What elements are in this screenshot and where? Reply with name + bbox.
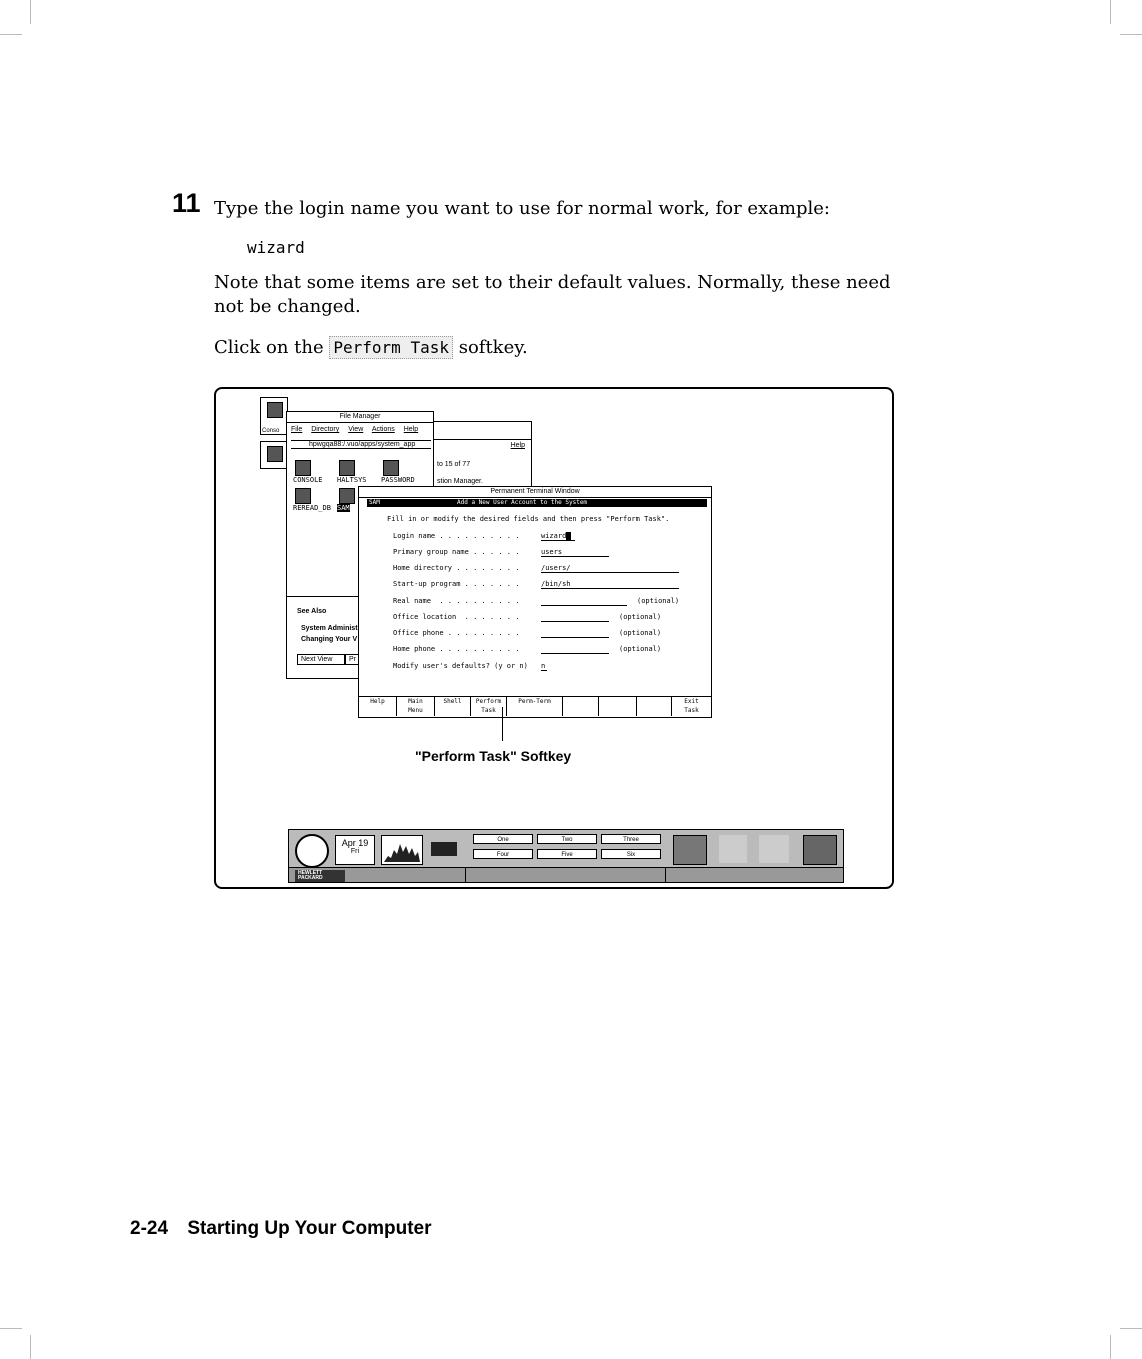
mail-icon[interactable] bbox=[431, 842, 457, 856]
crop-mark bbox=[30, 1335, 31, 1359]
see-also-link[interactable]: Changing Your V bbox=[301, 636, 358, 643]
crop-mark bbox=[1120, 34, 1142, 35]
optional-note: (optional) bbox=[619, 645, 662, 653]
haltsys-app-icon[interactable] bbox=[339, 460, 355, 476]
calendar-date: Apr 19 bbox=[341, 838, 369, 848]
network-icon[interactable] bbox=[759, 835, 789, 863]
help-menu[interactable]: Help bbox=[510, 442, 525, 449]
workspace-six[interactable]: Six bbox=[601, 849, 661, 859]
field-label: Home phone . . . . . . . . . . bbox=[393, 645, 520, 653]
example-login: wizard bbox=[247, 238, 305, 257]
softkey-main-menu[interactable]: Main Menu bbox=[397, 697, 435, 716]
optional-note: (optional) bbox=[619, 613, 662, 621]
step-instruction: Type the login name you want to use for normal work, for example: bbox=[214, 198, 830, 219]
softkey-blank[interactable] bbox=[563, 697, 599, 716]
office-phone-field[interactable] bbox=[541, 629, 609, 638]
softkey-perm-term[interactable]: Perm-Term bbox=[507, 697, 563, 716]
chapter-title: Starting Up Your Computer bbox=[187, 1218, 432, 1239]
home-directory-field[interactable]: /users/ bbox=[541, 564, 679, 573]
field-label: Primary group name . . . . . . bbox=[393, 548, 520, 556]
softkey-help[interactable]: Help bbox=[359, 697, 397, 716]
page-footer bbox=[130, 1218, 432, 1240]
menu-help[interactable]: Help bbox=[403, 426, 419, 433]
tool-icon bbox=[267, 446, 283, 462]
workspace-three[interactable]: Three bbox=[601, 834, 661, 844]
field-label: Login name . . . . . . . . . . bbox=[393, 532, 520, 540]
menu-file[interactable]: File bbox=[291, 426, 303, 433]
app-label: REREAD_DB bbox=[293, 504, 331, 512]
softkey-bar bbox=[359, 696, 711, 716]
help-text: stion Manager. bbox=[437, 478, 483, 485]
file-manager-titlebar: File Manager bbox=[287, 412, 433, 423]
sam-header-bar bbox=[367, 499, 707, 507]
app-label: CONSOLE bbox=[293, 476, 323, 484]
field-label: Modify user's defaults? (y or n) bbox=[393, 662, 528, 670]
password-app-icon[interactable] bbox=[383, 460, 399, 476]
console-icon bbox=[267, 402, 283, 418]
tool-icon-frame[interactable] bbox=[260, 441, 288, 469]
home-phone-field[interactable] bbox=[541, 645, 609, 654]
crop-mark bbox=[0, 34, 22, 35]
console-icon-frame[interactable] bbox=[260, 397, 288, 435]
optional-note: (optional) bbox=[619, 629, 662, 637]
field-label: Office phone . . . . . . . . . bbox=[393, 629, 520, 637]
app-label-selected: SAM bbox=[337, 504, 350, 512]
console-app-icon[interactable] bbox=[295, 460, 311, 476]
login-name-field[interactable]: wizard bbox=[541, 532, 575, 541]
help-button-partial[interactable]: Pr bbox=[345, 654, 360, 665]
terminal-titlebar: Permanent Terminal Window bbox=[359, 487, 711, 498]
hp-logo: HEWLETT PACKARD bbox=[295, 870, 345, 882]
console-icon-label: Conso bbox=[262, 428, 280, 434]
screenshot-figure bbox=[214, 387, 894, 889]
real-name-field[interactable] bbox=[541, 597, 627, 606]
softkey-exit-task[interactable]: Exit Task bbox=[671, 697, 711, 716]
callout-label: "Perform Task" Softkey bbox=[415, 748, 572, 764]
see-also-heading: See Also bbox=[297, 608, 327, 615]
workspace-one[interactable]: One bbox=[473, 834, 533, 844]
field-label: Home directory . . . . . . . . bbox=[393, 564, 520, 572]
crop-mark bbox=[30, 0, 31, 24]
calendar-weekday: Fri bbox=[350, 848, 360, 855]
reread-db-app-icon[interactable] bbox=[295, 488, 311, 504]
printer-icon[interactable] bbox=[673, 835, 707, 865]
menu-view[interactable]: View bbox=[348, 426, 364, 433]
panel-status-bar bbox=[289, 867, 843, 882]
sam-header: Add a New User Account to the System bbox=[457, 499, 588, 506]
path-bar: hpwgqa88:/.vuo/apps/system_app bbox=[291, 440, 431, 449]
office-location-field[interactable] bbox=[541, 613, 609, 622]
trash-icon[interactable] bbox=[803, 835, 837, 865]
callout-line bbox=[502, 707, 503, 741]
workspace-four[interactable]: Four bbox=[473, 849, 533, 859]
next-view-button[interactable]: Next View bbox=[297, 654, 345, 665]
field-label: Office location . . . . . . . bbox=[393, 613, 520, 621]
help-titlebar bbox=[431, 430, 531, 440]
app-label: PASSWORD bbox=[381, 476, 415, 484]
sam-tag: SAM bbox=[369, 499, 380, 506]
startup-program-field[interactable]: /bin/sh bbox=[541, 580, 679, 589]
modify-defaults-field[interactable]: n bbox=[541, 662, 546, 670]
click-suffix: softkey. bbox=[458, 337, 528, 358]
sam-app-icon[interactable] bbox=[339, 488, 355, 504]
menu-actions[interactable]: Actions bbox=[371, 426, 395, 433]
step-number: 11 bbox=[172, 188, 201, 218]
app-label: HALTSYS bbox=[337, 476, 367, 484]
crop-mark bbox=[0, 1328, 22, 1329]
crop-mark bbox=[1110, 0, 1111, 24]
workspace-five[interactable]: Five bbox=[537, 849, 597, 859]
workspace-two[interactable]: Two bbox=[537, 834, 597, 844]
crop-mark bbox=[1120, 1328, 1142, 1329]
field-label: Start-up program . . . . . . . bbox=[393, 580, 520, 588]
terminal-window[interactable] bbox=[358, 486, 712, 718]
see-also-link[interactable]: System Administ bbox=[301, 625, 358, 632]
perform-task-softkey-ref: Perform Task bbox=[329, 336, 453, 359]
sam-prompt: Fill in or modify the desired fields and then press "Perform Task". bbox=[387, 515, 670, 523]
softkey-blank[interactable] bbox=[599, 697, 637, 716]
panel-divider bbox=[465, 868, 466, 882]
softkey-shell[interactable]: Shell bbox=[435, 697, 471, 716]
file-manager-menubar bbox=[291, 426, 418, 433]
clock-icon[interactable] bbox=[295, 834, 329, 868]
calendar[interactable] bbox=[335, 835, 375, 865]
front-panel bbox=[288, 829, 844, 883]
step-note: Note that some items are set to their default values. Normally, these need not be changed. bbox=[214, 272, 891, 317]
load-meter-icon[interactable] bbox=[381, 835, 423, 865]
softkey-perform-task[interactable]: Perform Task bbox=[471, 697, 507, 716]
page-number: 2-24 bbox=[130, 1218, 169, 1239]
menu-directory[interactable]: Directory bbox=[311, 426, 340, 433]
crop-mark bbox=[1110, 1335, 1111, 1359]
field-label: Real name . . . . . . . . . . bbox=[393, 597, 520, 605]
optional-note: (optional) bbox=[637, 597, 680, 605]
click-instruction bbox=[214, 336, 894, 360]
style-manager-icon[interactable] bbox=[719, 835, 747, 863]
panel-divider bbox=[665, 868, 666, 882]
click-prefix: Click on the bbox=[214, 337, 324, 358]
topic-count: to 15 of 77 bbox=[437, 461, 471, 468]
primary-group-field[interactable]: users bbox=[541, 548, 609, 557]
